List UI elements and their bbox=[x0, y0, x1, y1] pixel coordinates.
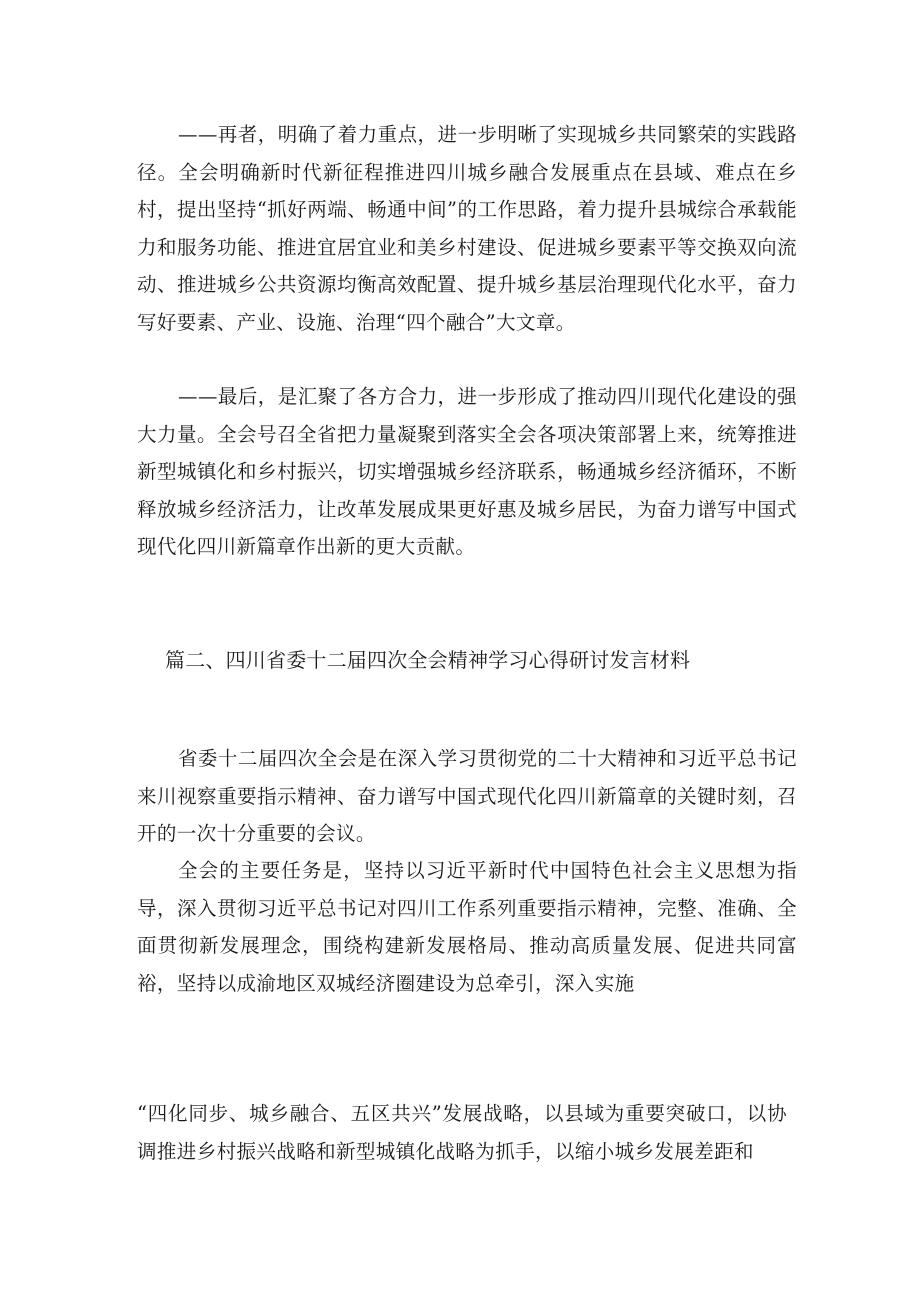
body-paragraph-main-task: 全会的主要任务是，坚持以习近平新时代中国特色社会主义思想为指导，深入贯彻习近平总书记对四川工作系列重要指示精神，完整、准确、全面贯彻新发展理念，围绕构建新发展格局、推动高质量发展、促进共同富裕，坚持以成渝地区双城经济圈建设为总牵引，深入实施 bbox=[137, 859, 797, 995]
body-paragraph-intro: 省委十二届四次全会是在深入学习贯彻党的二十大精神和习近平总书记来川视察重要指示精神、奋力谱写中国式现代化四川新篇章的关键时刻，召开的一次十分重要的会议。 bbox=[137, 747, 797, 845]
body-paragraph-finally: ——最后，是汇聚了各方合力，进一步形成了推动四川现代化建设的强大力量。全会号召全省把力量凝聚到落实全会各项决策部署上来，统筹推进新型城镇化和乡村振兴，切实增强城乡经济联系，畅通城乡经济循环，不断释放城乡经济活力，让改革发展成果更好惠及城乡居民，为奋力谱写中国式现代化四川新篇章作出新的更大贡献。 bbox=[137, 385, 797, 558]
body-paragraph-furthermore: ——再者，明确了着力重点，进一步明晰了实现城乡共同繁荣的实践路径。全会明确新时代新征程推进四川城乡融合发展重点在县域、难点在乡村，提出坚持“抓好两端、畅通中间”的工作思路，着力提升县城综合承载能力和服务功能、推进宜居宜业和美乡村建设、促进城乡要素平等交换双向流动、推进城乡公共资源均衡高效配置、提升城乡基层治理现代化水平，奋力写好要素、产业、设施、治理“四个融合”大文章。 bbox=[137, 123, 797, 334]
body-paragraph-strategy: “四化同步、城乡融合、五区共兴”发展战略，以县域为重要突破口，以协调推进乡村振兴战略和新型城镇化战略为抓手，以缩小城乡发展差距和 bbox=[137, 1102, 787, 1163]
section-heading: 篇二、四川省委十二届四次全会精神学习心得研讨发言材料 bbox=[165, 648, 691, 672]
